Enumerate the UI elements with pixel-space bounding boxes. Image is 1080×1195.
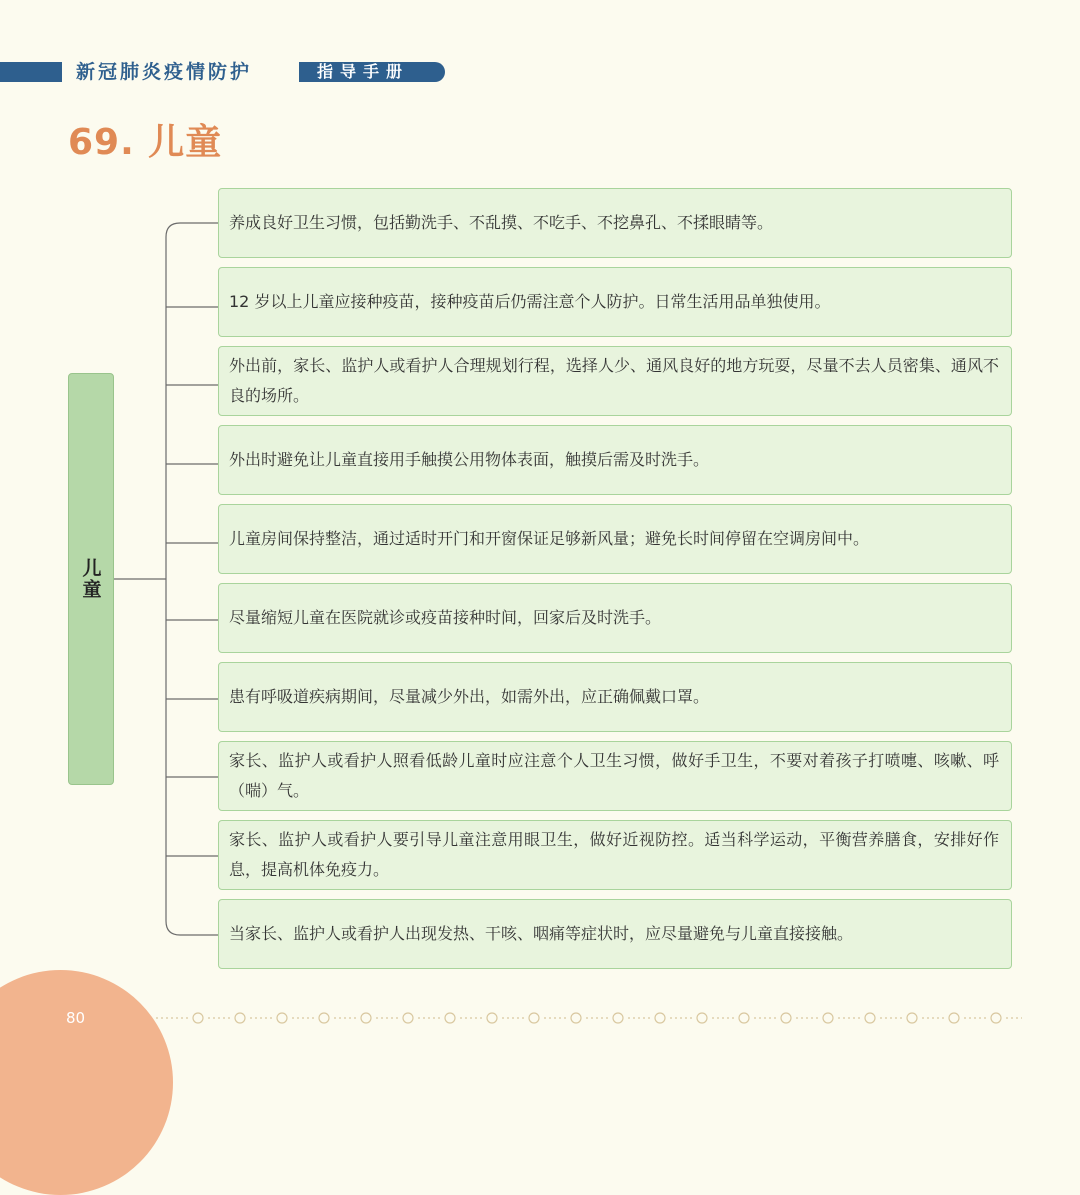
list-item (218, 583, 1012, 653)
header-title: 新冠肺炎疫情防护 (76, 61, 253, 83)
item-text: 家长、监护人或看护人照看低龄儿童时应注意个人卫生习惯，做好手卫生，不要对着孩子打喷嚏、咳嗽、呼（喘）气。 (229, 751, 999, 800)
item-text: 患有呼吸道疾病期间，尽量减少外出，如需外出，应正确佩戴口罩。 (229, 687, 710, 706)
item-text: 儿童房间保持整洁，通过适时开门和开窗保证足够新风量；避免长时间停留在空调房间中。 (229, 529, 870, 548)
item-text: 当家长、监护人或看护人出现发热、干咳、咽痛等症状时，应尽量避免与儿童直接接触。 (229, 924, 854, 943)
list-item (218, 425, 1012, 495)
list-item (218, 662, 1012, 732)
list-item (218, 820, 1012, 890)
page-number: 80 (66, 1009, 86, 1027)
list-item (218, 504, 1012, 574)
root-label: 儿童 (79, 558, 102, 600)
page-title: 69. 儿童 (68, 122, 223, 163)
list-item (218, 741, 1012, 811)
item-text: 尽量缩短儿童在医院就诊或疫苗接种时间，回家后及时洗手。 (229, 608, 662, 627)
item-text: 外出时避免让儿童直接用手触摸公用物体表面，触摸后需及时洗手。 (229, 450, 710, 469)
bracket-line (166, 223, 218, 935)
dotted-divider (156, 1010, 1026, 1026)
item-text: 12 岁以上儿童应接种疫苗，接种疫苗后仍需注意个人防护。日常生活用品单独使用。 (229, 292, 831, 311)
item-text: 外出前，家长、监护人或看护人合理规划行程，选择人少、通风良好的地方玩耍，尽量不去人员密集、通风不良的场所。 (229, 356, 999, 405)
item-text: 养成良好卫生习惯，包括勤洗手、不乱摸、不吃手、不挖鼻孔、不揉眼睛等。 (229, 213, 774, 232)
list-item (218, 267, 1012, 337)
header-pill: 指导手册 (299, 62, 445, 82)
list-item (218, 188, 1012, 258)
list-item (218, 346, 1012, 416)
list-item (218, 899, 1012, 969)
item-text: 家长、监护人或看护人要引导儿童注意用眼卫生，做好近视防控。适当科学运动，平衡营养膳食，安排好作息，提高机体免疫力。 (229, 830, 999, 879)
